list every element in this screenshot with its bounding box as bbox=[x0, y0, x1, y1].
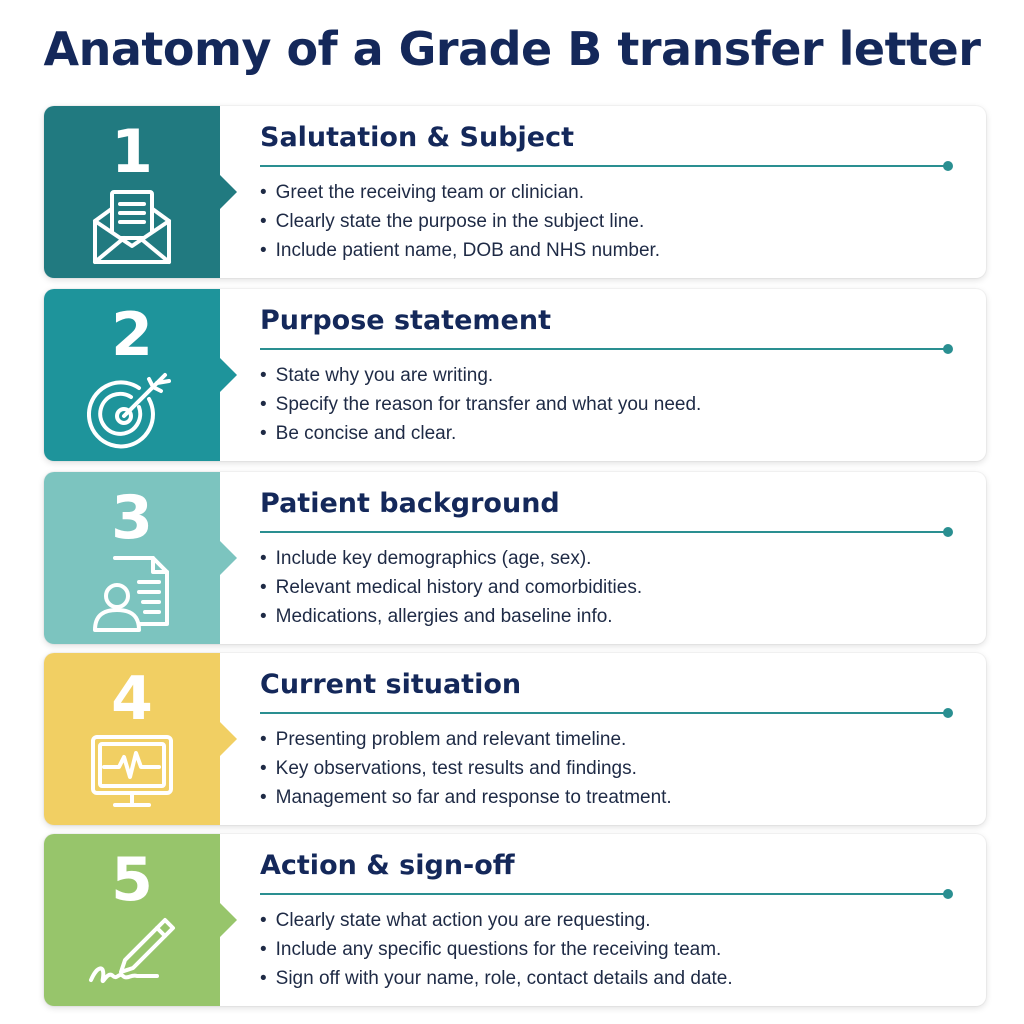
bullet-item: • Be concise and clear. bbox=[260, 419, 701, 448]
section-heading: Purpose statement bbox=[260, 305, 551, 336]
heart-monitor-icon bbox=[87, 733, 177, 815]
section-purpose-statement bbox=[44, 289, 986, 461]
panel-arrow bbox=[219, 174, 237, 210]
bullet-list bbox=[260, 361, 701, 448]
section-number-panel bbox=[44, 472, 220, 644]
bullet-list bbox=[260, 725, 672, 812]
heading-rule bbox=[260, 531, 948, 533]
bullet-item: • Greet the receiving team or clinician. bbox=[260, 178, 660, 207]
section-number-panel bbox=[44, 289, 220, 461]
pen-signature-icon bbox=[87, 914, 177, 996]
section-number-panel bbox=[44, 834, 220, 1006]
section-number: 1 bbox=[111, 117, 153, 187]
bullet-item: • Relevant medical history and comorbidities. bbox=[260, 573, 642, 602]
section-heading: Action & sign-off bbox=[260, 850, 515, 881]
bullet-list bbox=[260, 906, 733, 993]
target-arrow-icon bbox=[87, 369, 177, 451]
panel-arrow bbox=[219, 540, 237, 576]
heading-rule bbox=[260, 348, 948, 350]
bullet-item: • Management so far and response to treatment. bbox=[260, 783, 672, 812]
bullet-item: • Specify the reason for transfer and what you need. bbox=[260, 390, 701, 419]
section-number-panel bbox=[44, 653, 220, 825]
bullet-item: • Clearly state the purpose in the subject line. bbox=[260, 207, 660, 236]
bullet-item: • Presenting problem and relevant timeline. bbox=[260, 725, 672, 754]
rule-endpoint-dot bbox=[943, 344, 953, 354]
section-patient-background bbox=[44, 472, 986, 644]
bullet-item: • Sign off with your name, role, contact details and date. bbox=[260, 964, 733, 993]
bullet-list bbox=[260, 178, 660, 265]
section-number-panel bbox=[44, 106, 220, 278]
bullet-item: • Include patient name, DOB and NHS number. bbox=[260, 236, 660, 265]
bullet-item: • Key observations, test results and findings. bbox=[260, 754, 672, 783]
bullet-item: • State why you are writing. bbox=[260, 361, 701, 390]
panel-arrow bbox=[219, 902, 237, 938]
section-number: 5 bbox=[111, 845, 153, 915]
section-number: 2 bbox=[111, 300, 153, 370]
section-heading: Current situation bbox=[260, 669, 522, 700]
heading-rule bbox=[260, 712, 948, 714]
panel-arrow bbox=[219, 357, 237, 393]
section-number: 3 bbox=[111, 483, 153, 553]
rule-endpoint-dot bbox=[943, 527, 953, 537]
rule-endpoint-dot bbox=[943, 889, 953, 899]
section-heading: Patient background bbox=[260, 488, 560, 519]
bullet-item: • Include key demographics (age, sex). bbox=[260, 544, 642, 573]
envelope-letter-icon bbox=[87, 186, 177, 268]
panel-arrow bbox=[219, 721, 237, 757]
patient-record-icon bbox=[87, 552, 177, 634]
bullet-item: • Clearly state what action you are requesting. bbox=[260, 906, 733, 935]
bullet-item: • Include any specific questions for the receiving team. bbox=[260, 935, 733, 964]
section-current-situation bbox=[44, 653, 986, 825]
bullet-list bbox=[260, 544, 642, 631]
page-title: Anatomy of a Grade B transfer letter bbox=[43, 22, 981, 76]
heading-rule bbox=[260, 165, 948, 167]
heading-rule bbox=[260, 893, 948, 895]
bullet-item: • Medications, allergies and baseline info. bbox=[260, 602, 642, 631]
section-salutation-subject bbox=[44, 106, 986, 278]
rule-endpoint-dot bbox=[943, 161, 953, 171]
section-action-sign-off bbox=[44, 834, 986, 1006]
rule-endpoint-dot bbox=[943, 708, 953, 718]
section-number: 4 bbox=[111, 664, 153, 734]
section-heading: Salutation & Subject bbox=[260, 122, 575, 153]
